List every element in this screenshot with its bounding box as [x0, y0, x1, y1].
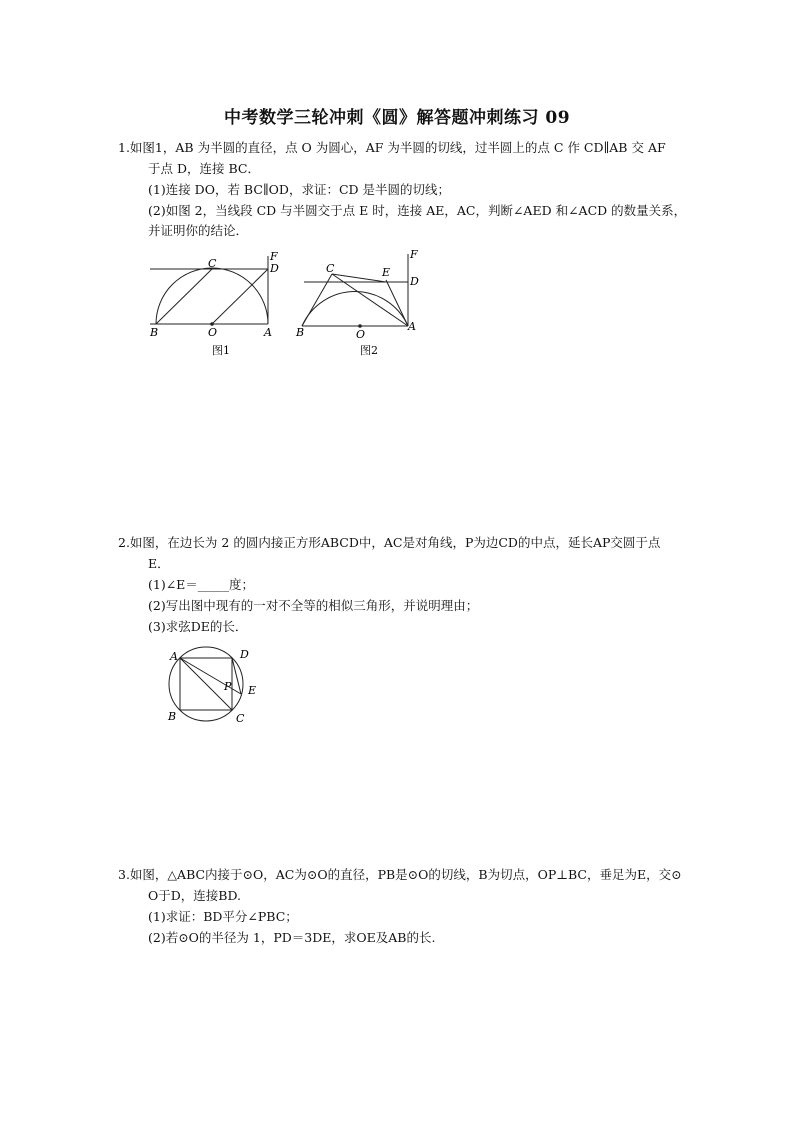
figure-1-caption: 图1: [212, 344, 230, 357]
problem-1-part-2: (2)如图 2，当线段 CD 与半圆交于点 E 时，连接 AE，AC，判断∠AED 和∠ACD 的数量关系，: [148, 203, 687, 218]
label-c: C: [326, 262, 335, 275]
problem-2-part-3: (3)求弦DE的长．: [148, 619, 248, 634]
problem-2-part-1: (1)∠E＝_____度；: [148, 577, 255, 592]
problem-2-line-1: 2.如图，在边长为 2 的圆内接正方形ABCD中，AC是对角线，P为边CD的中点，延长AP交圆于点: [118, 535, 661, 550]
figure-2: [292, 244, 432, 360]
label-b: B: [150, 326, 159, 339]
label-f: F: [270, 250, 278, 263]
label-b: B: [168, 710, 177, 723]
segment-ce: [332, 274, 386, 282]
problem-3-part-2: (2)若⊙O的半径为 1，PD＝3DE，求OE及AB的长.: [148, 930, 436, 945]
figure-1: [146, 248, 286, 360]
problem-1-line-2: 于点 D，连接 BC．: [148, 161, 260, 176]
segment-od: [212, 269, 268, 324]
label-f: F: [410, 248, 418, 261]
problem-1-part-2-cont: 并证明你的结论．: [148, 223, 249, 238]
problem-2-line-2: E．: [148, 556, 170, 571]
label-e: E: [248, 684, 257, 697]
label-a: A: [264, 326, 272, 339]
label-a: A: [408, 320, 416, 333]
semicircle: [156, 268, 268, 324]
problem-1-line-1: 1.如图1，AB 为半圆的直径，点 O 为圆心，AF 为半圆的切线，过半圆上的点 C 作 CD∥AB 交 AF: [118, 140, 666, 155]
label-o: O: [356, 328, 366, 341]
label-d: D: [240, 648, 249, 661]
label-e: E: [382, 266, 391, 279]
problem-2-part-2: (2)写出图中现有的一对不全等的相似三角形，并说明理由；: [148, 598, 479, 613]
label-c: C: [236, 712, 245, 725]
page-title: 中考数学三轮冲刺《圆》解答题冲刺练习 09: [223, 108, 571, 128]
semicircle: [302, 292, 408, 326]
figure-3: [160, 640, 270, 730]
figure-2-caption: 图2: [360, 344, 378, 357]
problem-1-part-1: (1)连接 DO，若 BC∥OD，求证：CD 是半圆的切线；: [148, 182, 451, 197]
problem-3-line-1: 3.如图，△ABC内接于⊙O，AC为⊙O的直径，PB是⊙O的切线，B为切点，OP⊥BC，垂足为E，交⊙: [118, 867, 682, 882]
label-a: A: [170, 650, 178, 663]
label-c: C: [208, 257, 217, 270]
label-d: D: [410, 275, 419, 288]
label-o: O: [208, 326, 218, 339]
label-p: P: [224, 680, 232, 693]
problem-3-part-1: (1)求证：BD平分∠PBC；: [148, 909, 298, 924]
label-b: B: [296, 326, 305, 339]
segment-bc: [156, 269, 212, 324]
problem-3-line-2: O于D，连接BD.: [148, 888, 242, 903]
label-d: D: [270, 262, 279, 275]
